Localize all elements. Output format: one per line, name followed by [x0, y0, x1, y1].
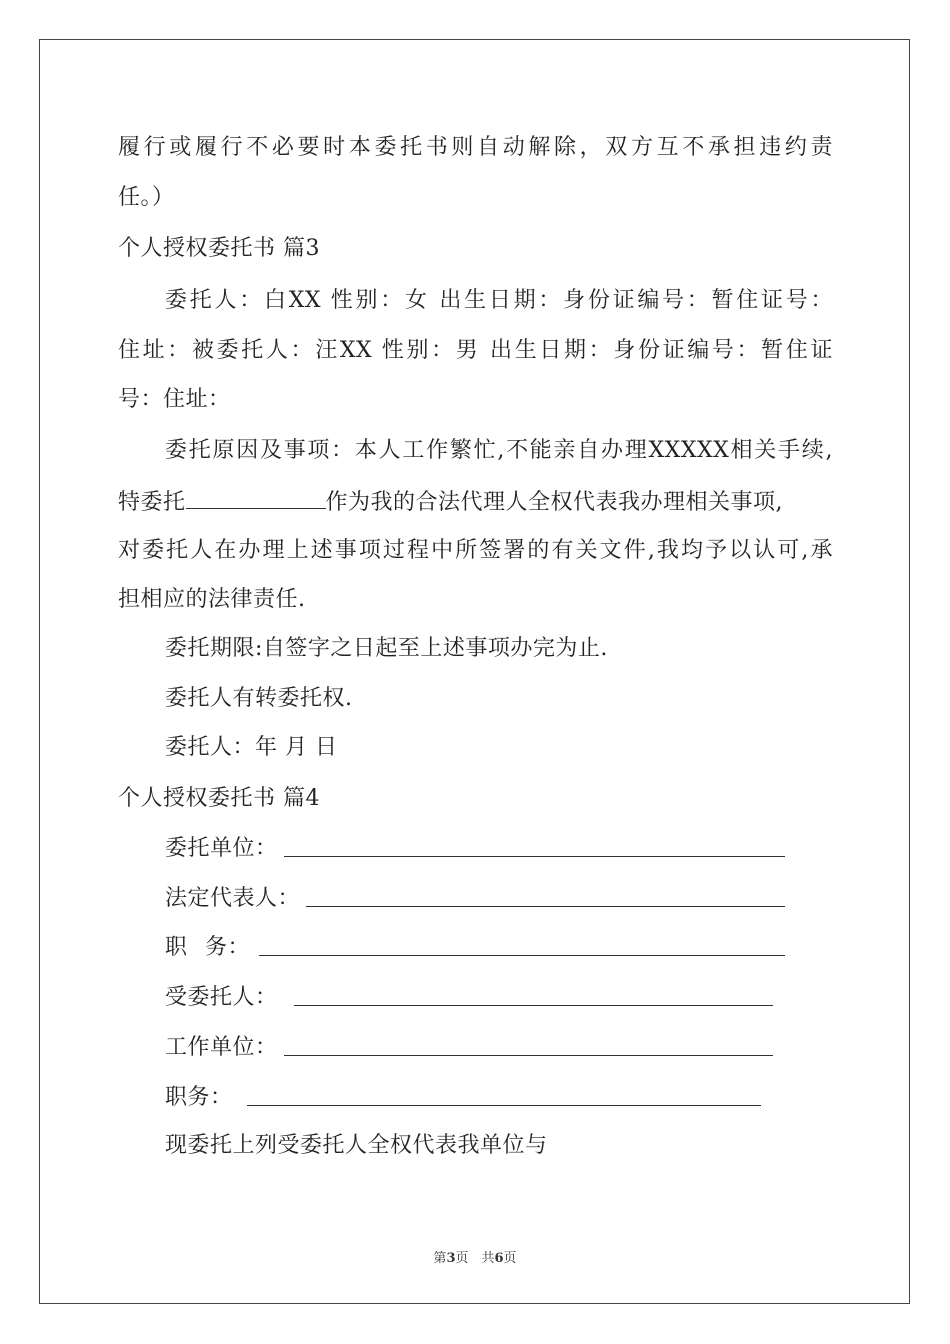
parties-line: 委托人：白XX 性别：女 出生日期：身份证编号：暂住证号：	[165, 288, 833, 313]
reason-line: 担相应的法律责任.	[118, 587, 306, 612]
section-heading: 个人授权委托书 篇3	[118, 236, 320, 261]
field-line-legal-rep	[306, 906, 785, 907]
footer-suffix: 页	[503, 1251, 517, 1266]
closing-line: 现委托上列受委托人全权代表我单位与	[165, 1133, 548, 1158]
field-label-unit: 委托单位：	[165, 836, 278, 861]
reason-line: 对委托人在办理上述事项过程中所签署的有关文件,我均予以认可,承	[118, 538, 833, 563]
section-heading: 个人授权委托书 篇4	[118, 786, 320, 811]
page-border	[39, 39, 910, 1304]
reason-line: 委托原因及事项：本人工作繁忙,不能亲自办理XXXXX相关手续,	[165, 438, 833, 463]
field-line-position	[259, 955, 785, 956]
paragraph-line: 任。）	[118, 185, 175, 210]
field-label-legal-rep: 法定代表人：	[165, 886, 301, 911]
agent-name-blank	[186, 486, 326, 509]
field-label-agent: 受委托人：	[165, 985, 278, 1010]
footer-mid: 页 共	[455, 1251, 495, 1266]
field-line-work-unit	[284, 1055, 773, 1056]
field-line-agent-position	[247, 1105, 761, 1106]
reason-line-2	[118, 486, 833, 518]
footer-current-page: 3	[446, 1251, 456, 1266]
page-footer	[0, 1247, 950, 1266]
parties-line: 住址：被委托人：汪XX 性别：男 出生日期：身份证编号：暂住证	[118, 338, 833, 363]
field-label-work-unit: 工作单位：	[165, 1035, 278, 1060]
field-label-position: 职 务：	[165, 935, 250, 960]
reason-text-before: 特委托	[118, 490, 186, 515]
paragraph-line: 履行或履行不必要时本委托书则自动解除，双方互不承担违约责	[118, 135, 833, 160]
parties-line: 号：住址：	[118, 387, 231, 412]
field-line-agent	[294, 1005, 773, 1006]
transfer-line: 委托人有转委托权.	[165, 686, 353, 711]
reason-text-after: 作为我的合法代理人全权代表我办理相关事项,	[325, 490, 784, 515]
footer-prefix: 第	[433, 1251, 447, 1266]
term-line: 委托期限:自签字之日起至上述事项办完为止.	[165, 636, 608, 661]
footer-total-pages: 6	[494, 1251, 504, 1266]
signature-line: 委托人：年 月 日	[165, 735, 338, 760]
field-label-agent-position: 职务：	[165, 1085, 233, 1110]
field-line-unit	[284, 856, 785, 857]
